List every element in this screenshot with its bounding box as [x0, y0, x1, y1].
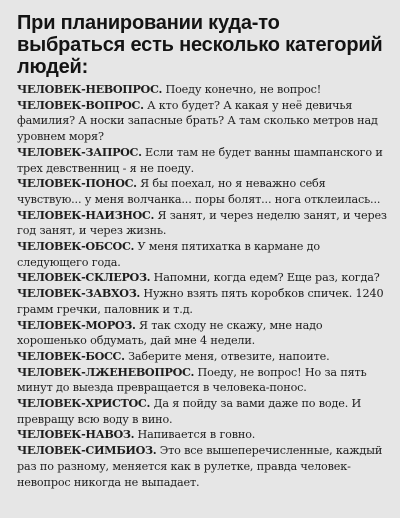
page-title: При планировании куда-то выбраться есть несколько категорий людей:	[17, 12, 383, 78]
list-item	[17, 349, 390, 365]
category-description: Напивается в говно.	[137, 428, 256, 442]
category-description: Я занят, и через неделю занят, и через год занят, и через жизнь.	[17, 208, 387, 238]
category-name: ЧЕЛОВЕК-НЕВОПРОС.	[17, 82, 163, 96]
category-description: А кто будет? А какая у неё девичья фамилия? А носки запасные брать? А там сколько метров над уровнем моря?	[17, 98, 378, 144]
list-item	[17, 270, 390, 286]
category-description: Поеду конечно, не вопрос!	[165, 83, 322, 96]
category-name: ЧЕЛОВЕК-ВОПРОС.	[17, 97, 144, 112]
list-item	[17, 98, 390, 145]
list-item	[17, 396, 390, 427]
list-item	[17, 318, 390, 349]
category-description: Если там не будет ванны шампанского и трех девственниц - я не поеду.	[17, 145, 383, 175]
category-description: Заберите меня, отвезите, напоите.	[128, 349, 330, 363]
category-name: ЧЕЛОВЕК-ХРИСТОС.	[17, 396, 151, 411]
category-description: Я бы поехал, но я неважно себя чувствую... у меня волчанка... поры болят... нога отклеилась...	[17, 177, 381, 206]
list-item	[17, 443, 390, 490]
category-description: Напомни, когда едем? Еще раз, когда?	[153, 271, 380, 285]
list-item	[17, 239, 390, 270]
category-description: Поеду, не вопрос! Но за пять минут до выезда превращается в человека-понос.	[17, 365, 367, 395]
category-name: ЧЕЛОВЕК-ЛЖЕНЕВОПРОС.	[17, 364, 195, 379]
category-name: ЧЕЛОВЕК-НАИЗНОС.	[17, 207, 155, 222]
list-item	[17, 145, 390, 176]
category-description: Да я пойду за вами даже по воде. И превращу всю воду в вино.	[17, 397, 362, 426]
category-name: ЧЕЛОВЕК-НАВОЗ.	[17, 427, 135, 442]
category-description: Это все вышеперечисленные, каждый раз по разному, меняется как в рулетке, правда человек-невопрос никогда не выпадает.	[17, 444, 383, 489]
category-name: ЧЕЛОВЕК-ОБСОС.	[17, 239, 135, 254]
list-item	[17, 286, 390, 317]
category-name: ЧЕЛОВЕК-ЗАВХОЗ.	[17, 286, 140, 301]
category-name: ЧЕЛОВЕК-ПОНОС.	[17, 176, 137, 191]
category-name: ЧЕЛОВЕК-СИМБИОЗ.	[17, 443, 157, 458]
list-item	[17, 176, 390, 207]
category-description: Я так сходу не скажу, мне надо хорошенько обдумать, дай мне 4 недели.	[17, 318, 323, 348]
category-description: Нужно взять пять коробков спичек. 1240 грамм гречки, паловник и т.д.	[17, 287, 384, 316]
list-item	[17, 82, 390, 98]
list-item	[17, 365, 390, 396]
category-description: У меня пятихатка в кармане до следующего года.	[17, 240, 320, 269]
category-name: ЧЕЛОВЕК-СКЛЕРОЗ.	[17, 270, 151, 285]
category-list	[17, 82, 390, 490]
list-item	[17, 427, 390, 443]
category-name: ЧЕЛОВЕК-БОСС.	[17, 348, 125, 363]
list-item	[17, 208, 390, 239]
category-name: ЧЕЛОВЕК-ЗАПРОС.	[17, 144, 142, 159]
category-name: ЧЕЛОВЕК-МОРОЗ.	[17, 317, 136, 332]
